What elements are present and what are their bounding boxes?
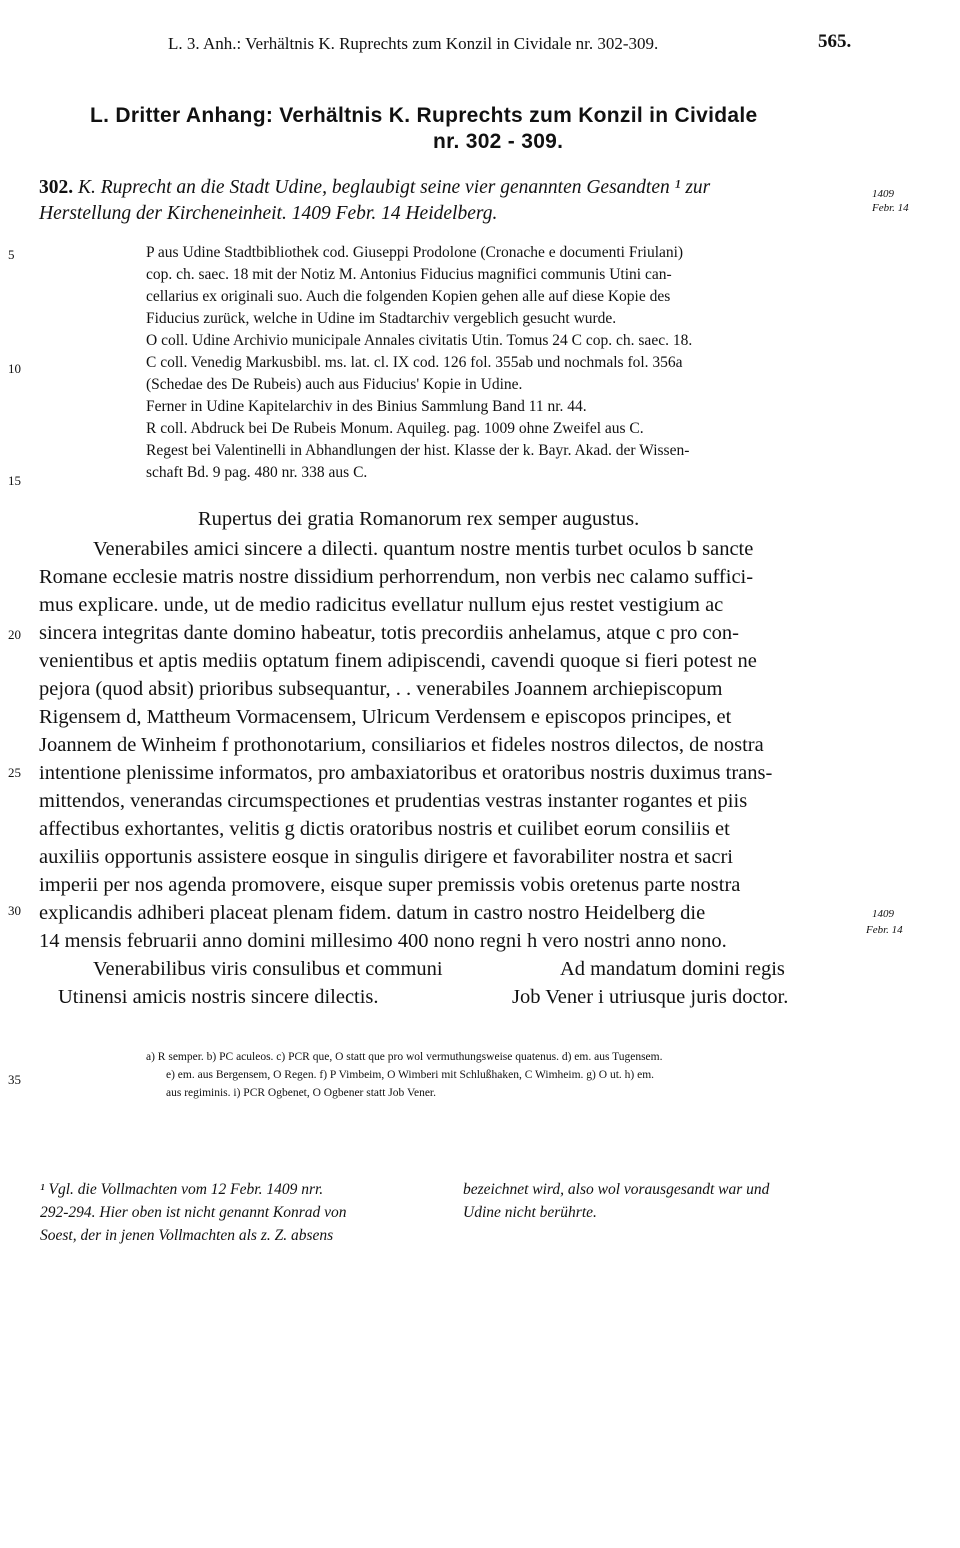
variant-note-line: a) R semper. b) PC aculeos. c) PCR que, O statt que pro wol vermuthungsweise quatenus. d) em. aus Tugensem. <box>146 1051 663 1063</box>
source-line: cop. ch. saec. 18 mit der Notiz M. Antonius Fiducius magnifici communis Utini can- <box>146 266 672 283</box>
address-line2: Utinensi amicis nostris sincere dilectis. <box>58 986 379 1008</box>
letter-line: Venerabiles amici sincere a dilecti. quantum nostre mentis turbet oculos b sancte <box>93 538 754 560</box>
letter-line: Rigensem d, Mattheum Vormacensem, Ulricum Verdensem e episcopos principes, et <box>39 706 732 728</box>
letter-line: venientibus et aptis mediis optatum finem adipiscendi, cavendi quoque si fieri potest ne <box>39 650 757 672</box>
mandate-line1: Ad mandatum domini regis <box>560 958 785 980</box>
source-line: cellarius ex originali suo. Auch die folgenden Kopien gehen alle auf diese Kopie des <box>146 288 671 305</box>
letter-line: auxiliis opportunis assistere eosque in singulis dirigere et favorabiliter nostra et sacri <box>39 846 733 868</box>
footnote-left-line: ¹ Vgl. die Vollmachten vom 12 Febr. 1409 nrr. <box>40 1181 324 1198</box>
regest-number: 302. <box>39 177 74 198</box>
source-line: P aus Udine Stadtbibliothek cod. Giuseppi Prodolone (Cronache e documenti Friulani) <box>146 244 684 261</box>
letter-line: intentione plenissime informatos, pro ambaxiatoribus et oratoribus nostris duximus trans- <box>39 762 773 784</box>
running-title: L. 3. Anh.: Verhältnis K. Ruprechts zum Konzil in Cividale nr. 302-309. <box>168 34 659 53</box>
letter-line: mus explicare. unde, ut de medio radicitus evellatur nullum ejus restet vestigium ac <box>39 594 724 616</box>
letter-line: pejora (quod absit) prioribus subsequantur, . . venerabiles Joannem archiepiscopum <box>39 678 723 700</box>
appendix-title-line2: nr. 302 - 309. <box>433 130 564 153</box>
page-number: 565. <box>818 31 852 52</box>
source-line: Ferner in Udine Kapitelarchiv in des Binius Sammlung Band 11 nr. 44. <box>146 398 587 415</box>
regest-line1: 302. K. Ruprecht an die Stadt Udine, beglaubigt seine vier genannten Gesandten ¹ zur <box>39 177 711 198</box>
source-line: C coll. Venedig Markusbibl. ms. lat. cl. IX cod. 126 fol. 355ab und nochmals fol. 356a <box>146 354 683 371</box>
variant-note-line: e) em. aus Bergensem, O Regen. f) P Vimbeim, O Wimberi mit Schlußhaken, C Wimheim. g) O ut. h) em. <box>166 1069 655 1081</box>
line-number: 25 <box>8 765 21 780</box>
margin-date-bottom: Febr. 14 <box>866 924 903 936</box>
line-number: 5 <box>8 247 15 262</box>
footnote-right-line: Udine nicht berührte. <box>463 1204 597 1221</box>
letter-line: sincera integritas dante domino habeatur, totis precordiis anhelamus, atque c pro con- <box>39 622 739 644</box>
source-line: Fiducius zurück, welche in Udine im Stadtarchiv vergeblich gesucht wurde. <box>146 310 617 327</box>
line-number: 20 <box>8 627 21 642</box>
line-number: 10 <box>8 361 21 376</box>
mandate-line2: Job Vener i utriusque juris doctor. <box>512 986 789 1008</box>
regest-line2: Herstellung der Kircheneinheit. 1409 Febr. 14 Heidelberg. <box>39 203 498 224</box>
address-line1: Venerabilibus viris consulibus et communi <box>93 958 443 980</box>
footnote-left-line: 292-294. Hier oben ist nicht genannt Konrad von <box>40 1204 347 1221</box>
footnote-right-line: bezeichnet wird, also wol vorausgesandt war und <box>463 1181 770 1198</box>
letter-intitulatio: Rupertus dei gratia Romanorum rex semper augustus. <box>198 508 640 530</box>
letter-line: imperii per nos agenda promovere, eisque super premissis vobis oretenus parte nostra <box>39 874 741 896</box>
letter-line: affectibus exhortantes, velitis g dictis oratoribus nostris et cuilibet eorum consiliis et <box>39 818 730 840</box>
letter-line: Joannem de Winheim f prothonotarium, consiliarios et fideles nostros dilectos, de nostra <box>39 734 764 756</box>
line-number: 35 <box>8 1072 21 1087</box>
letter-line: 14 mensis februarii anno domini millesimo 400 nono regni h vero nostri anno nono. <box>39 930 727 952</box>
letter-line: Romane ecclesie matris nostre dissidium perhorrendum, non verbis nec calamo suffici- <box>39 566 754 588</box>
source-line: O coll. Udine Archivio municipale Annales civitatis Utin. Tomus 24 C cop. ch. saec. 18. <box>146 332 693 349</box>
margin-year-bottom: 1409 <box>872 908 894 920</box>
line-number: 15 <box>8 473 21 488</box>
line-number: 30 <box>8 903 21 918</box>
footnote-left-line: Soest, der in jenen Vollmachten als z. Z. absens <box>40 1227 334 1244</box>
source-line: schaft Bd. 9 pag. 480 nr. 338 aus C. <box>146 464 368 481</box>
margin-year-top: 1409 <box>872 188 894 200</box>
appendix-title-line1: L. Dritter Anhang: Verhältnis K. Ruprechts zum Konzil in Cividale <box>90 104 758 127</box>
source-line: R coll. Abdruck bei De Rubeis Monum. Aquileg. pag. 1009 ohne Zweifel aus C. <box>146 420 644 437</box>
source-line: (Schedae des De Rubeis) auch aus Fiducius' Kopie in Udine. <box>146 376 523 393</box>
source-line: Regest bei Valentinelli in Abhandlungen der hist. Klasse der k. Bayr. Akad. der Wissen- <box>146 442 690 459</box>
letter-line: explicandis adhiberi placeat plenam fidem. datum in castro nostro Heidelberg die <box>39 902 706 924</box>
margin-date-top: Febr. 14 <box>872 202 909 214</box>
variant-note-line: aus regiminis. i) PCR Ogbenet, O Ogbener statt Job Vener. <box>166 1087 437 1099</box>
letter-line: mittendos, venerandas circumspectiones et prudentias vestras instanter rogantes et piis <box>39 790 748 812</box>
